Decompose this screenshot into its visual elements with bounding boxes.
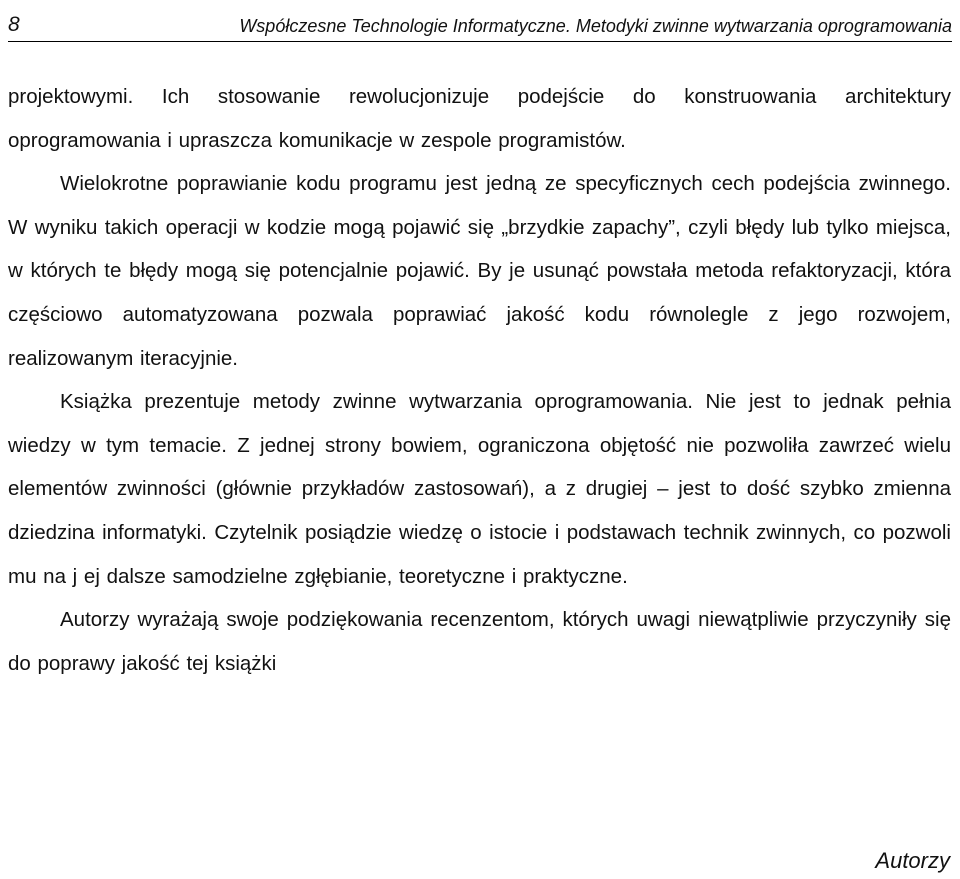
paragraph-acknowledgements: Autorzy wyrażają swoje podziękowania recenzentom, których uwagi niewątpliwie przyczyniły się do poprawy jakość tej książki bbox=[8, 608, 951, 675]
page-header bbox=[8, 0, 952, 42]
paragraph-refactoring: Wielokrotne poprawianie kodu programu jest jedną ze specyficznych cech podejścia zwinnego. W wyniku takich operacji w kodzie mogą pojawić się „brzydkie zapachy”, czyli błędy lub tylko miejsca, w których te błędy mogą się potencjalnie pojawić. By je usunąć powstała metoda refaktoryzacji, która częściowo automatyzowana pozwala poprawiać jakość kodu równolegle z jego rozwojem, realizowanym iteracyjnie. bbox=[8, 172, 951, 370]
running-title: Współczesne Technologie Informatyczne. Metodyki zwinne wytwarzania oprogramowania bbox=[239, 16, 952, 36]
signature: Autorzy bbox=[875, 848, 950, 873]
page-number: 8 bbox=[8, 13, 20, 36]
paragraph-continuation: projektowymi. Ich stosowanie rewolucjonizuje podejście do konstruowania architektury oprogramowania i upraszcza komunikacje w zespole programistów. bbox=[8, 85, 951, 152]
body-text bbox=[8, 75, 951, 685]
paragraph-book-scope: Książka prezentuje metody zwinne wytwarzania oprogramowania. Nie jest to jednak pełnia wiedzy w tym temacie. Z jednej strony bowiem, ograniczona objętość nie pozwoliła zawrzeć wielu elementów zwinności (głównie przykładów zastosowań), a z drugiej – jest to dość szybko zmienna dziedzina informatyki. Czytelnik posiądzie wiedzę o istocie i podstawach technik zwinnych, co pozwoli mu na j ej dalsze samodzielne zgłębianie, teoretyczne i praktyczne. bbox=[8, 390, 951, 588]
